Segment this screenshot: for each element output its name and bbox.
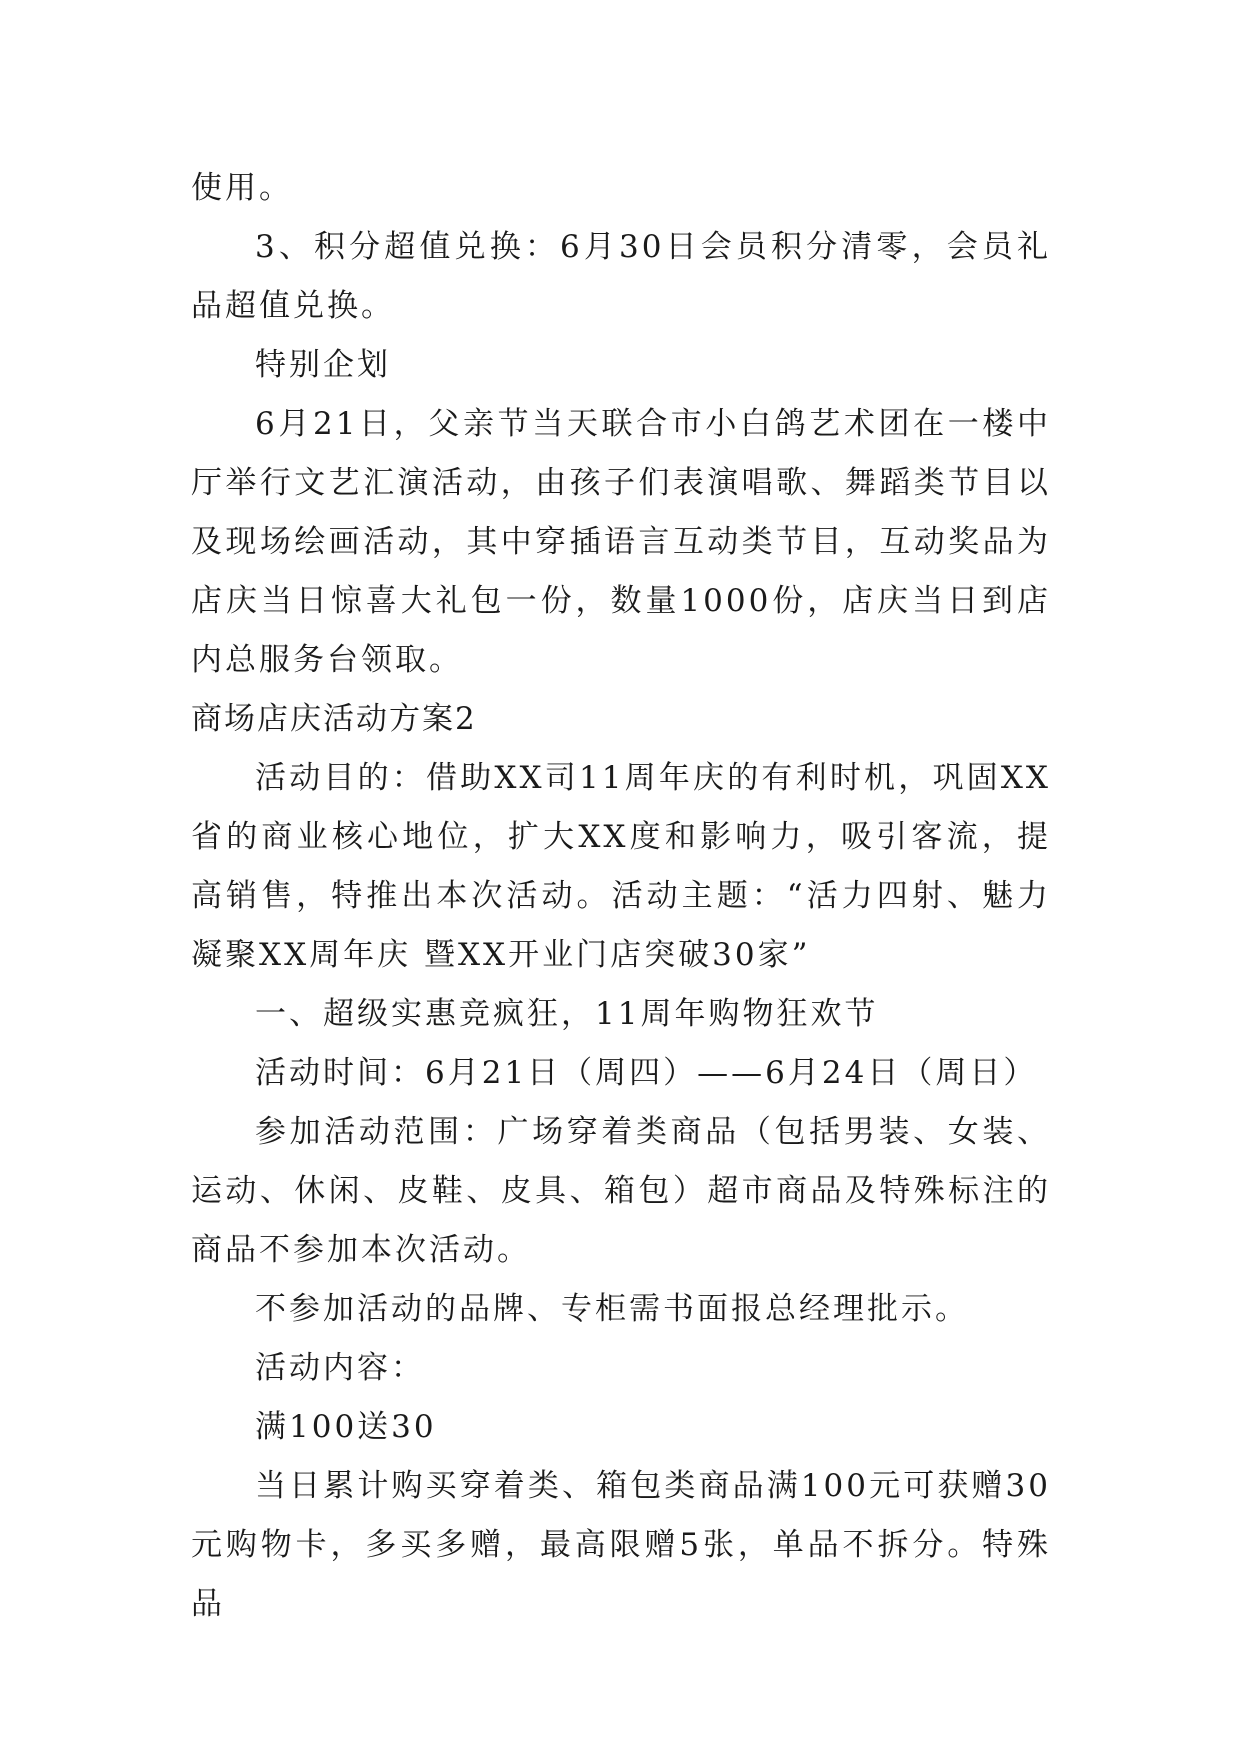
paragraph-brand-approval: 不参加活动的品牌、专柜需书面报总经理批示。 bbox=[255, 1291, 969, 1327]
paragraph-points-exchange: 3、积分超值兑换：6月30日会员积分清零，会员礼品超值兑换。 bbox=[191, 229, 1051, 324]
paragraph-activity-scope: 参加活动范围：广场穿着类商品（包括男装、女装、运动、休闲、皮鞋、皮具、箱包）超市商品及特殊标注的商品不参加本次活动。 bbox=[191, 1114, 1051, 1268]
paragraph-activity-content-label: 活动内容： bbox=[255, 1350, 425, 1386]
paragraph-activity-time: 活动时间：6月21日（周四）——6月24日（周日） bbox=[255, 1055, 1038, 1091]
paragraph-promo-details: 当日累计购买穿着类、箱包类商品满100元可获赠30元购物卡，多买多赠，最高限赠5张，单品不拆分。特殊品 bbox=[191, 1468, 1051, 1622]
section-heading: 商场店庆活动方案2 bbox=[191, 701, 477, 737]
document-body bbox=[191, 159, 1051, 1634]
paragraph-special-plan-title: 特别企划 bbox=[255, 347, 391, 383]
paragraph-promo-title: 满100送30 bbox=[255, 1409, 437, 1445]
paragraph-fathers-day-event: 6月21日，父亲节当天联合市小白鸽艺术团在一楼中厅举行文艺汇演活动，由孩子们表演唱歌、舞蹈类节目以及现场绘画活动，其中穿插语言互动类节目，互动奖品为店庆当日惊喜大礼包一份，数量1000份，店庆当日到店内总服务台领取。 bbox=[191, 406, 1051, 678]
paragraph-activity-purpose: 活动目的：借助XX司11周年庆的有利时机，巩固XX省的商业核心地位，扩大XX度和影响力，吸引客流，提高销售，特推出本次活动。活动主题：“活力四射、魅力凝聚XX周年庆 暨XX开业门店突破30家” bbox=[191, 760, 1051, 973]
paragraph-continuation: 使用。 bbox=[191, 170, 293, 206]
paragraph-shopping-festival: 一、超级实惠竞疯狂，11周年购物狂欢节 bbox=[255, 996, 879, 1032]
